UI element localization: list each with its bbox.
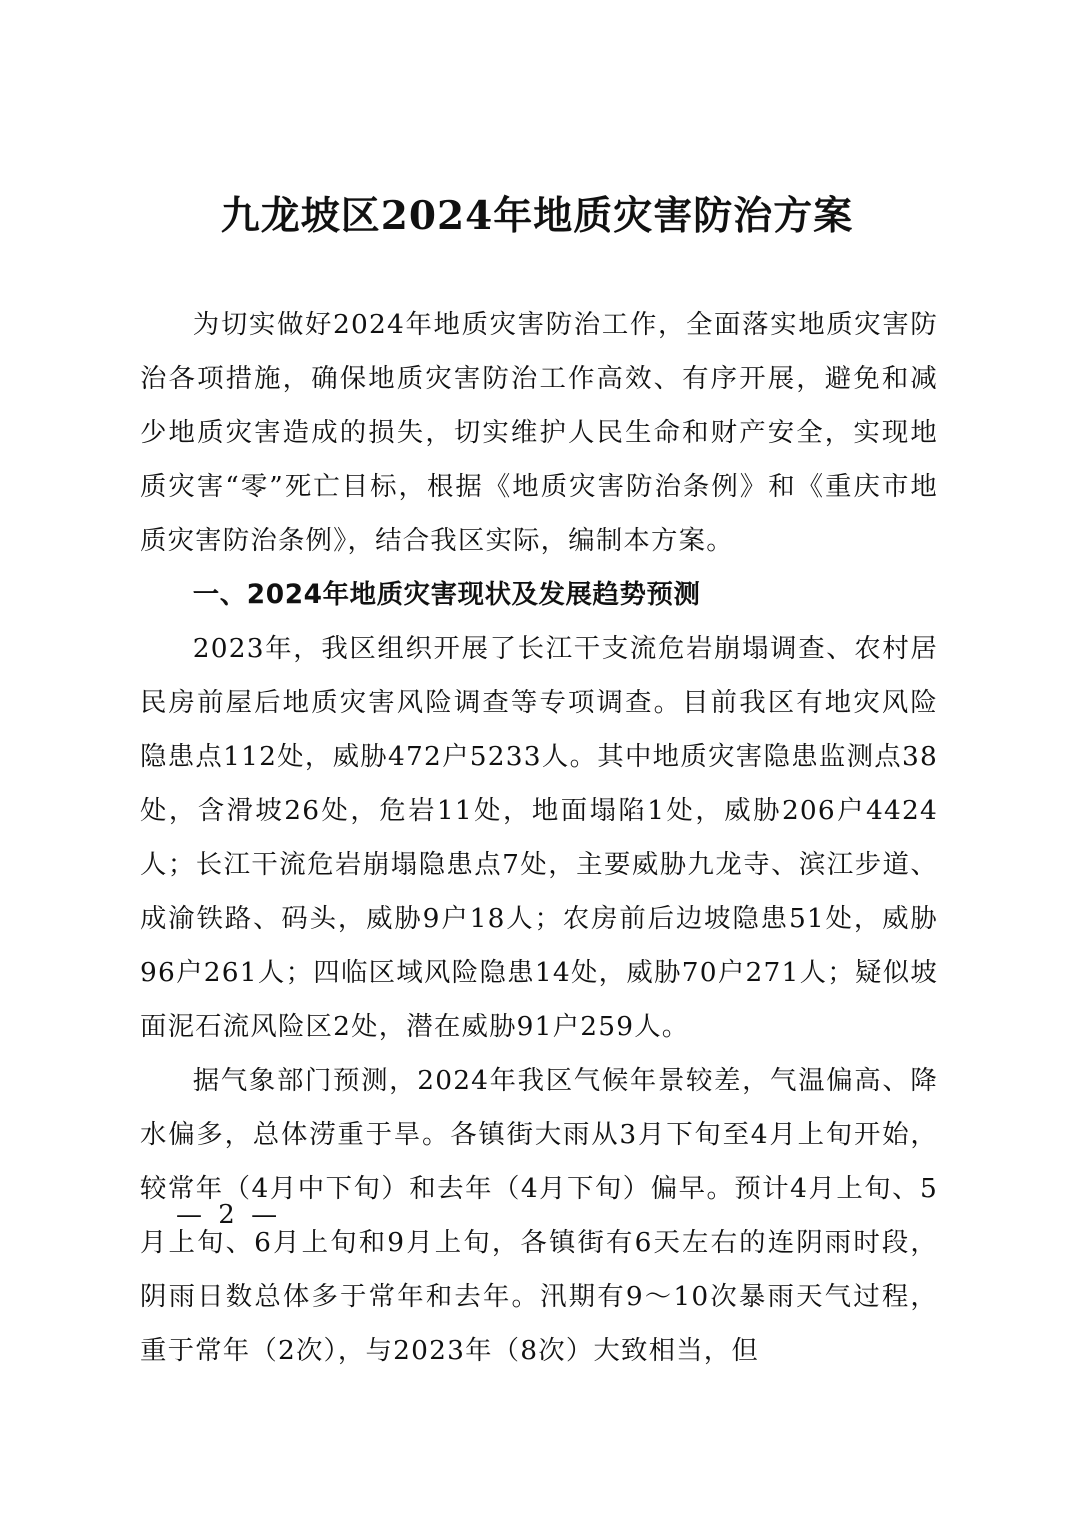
section-heading: 一、2024年地质灾害现状及发展趋势预测 [192, 579, 701, 610]
document-title: 九龙坡区2024年地质灾害防治方案 [220, 193, 854, 239]
page-number: — 2 — [176, 1200, 282, 1230]
intro-paragraph: 为切实做好2024年地质灾害防治工作，全面落实地质灾害防治各项措施，确保地质灾害防治工作高效、有序开展，避免和减少地质灾害造成的损失，切实维护人民生命和财产安全，实现地质灾害“零”死亡目标，根据《地质灾害防治条例》和《重庆市地质灾害防治条例》，结合我区实际，编制本方案。 [140, 309, 938, 556]
forecast-paragraph: 据气象部门预测，2024年我区气候年景较差，气温偏高、降水偏多，总体涝重于旱。各镇街大雨从3月下旬至4月上旬开始，较常年（4月中下旬）和去年（4月下旬）偏早。预计4月上旬、5月上旬、6月上旬和9月上旬，各镇街有6天左右的连阴雨时段，阴雨日数总体多于常年和去年。汛期有9～10次暴雨天气过程，重于常年（2次），与2023年（8次）大致相当，但 [140, 1065, 938, 1366]
status-paragraph: 2023年，我区组织开展了长江干支流危岩崩塌调查、农村居民房前屋后地质灾害风险调查等专项调查。目前我区有地灾风险隐患点112处，威胁472户5233人。其中地质灾害隐患监测点38处，含滑坡26处，危岩11处，地面塌陷1处，威胁206户4424人；长江干流危岩崩塌隐患点7处，主要威胁九龙寺、滨江步道、成渝铁路、码头，威胁9户18人；农房前后边坡隐患51处，威胁96户261人；四临区域风险隐患14处，威胁70户271人；疑似坡面泥石流风险区2处，潜在威胁91户259人。 [140, 633, 938, 1042]
